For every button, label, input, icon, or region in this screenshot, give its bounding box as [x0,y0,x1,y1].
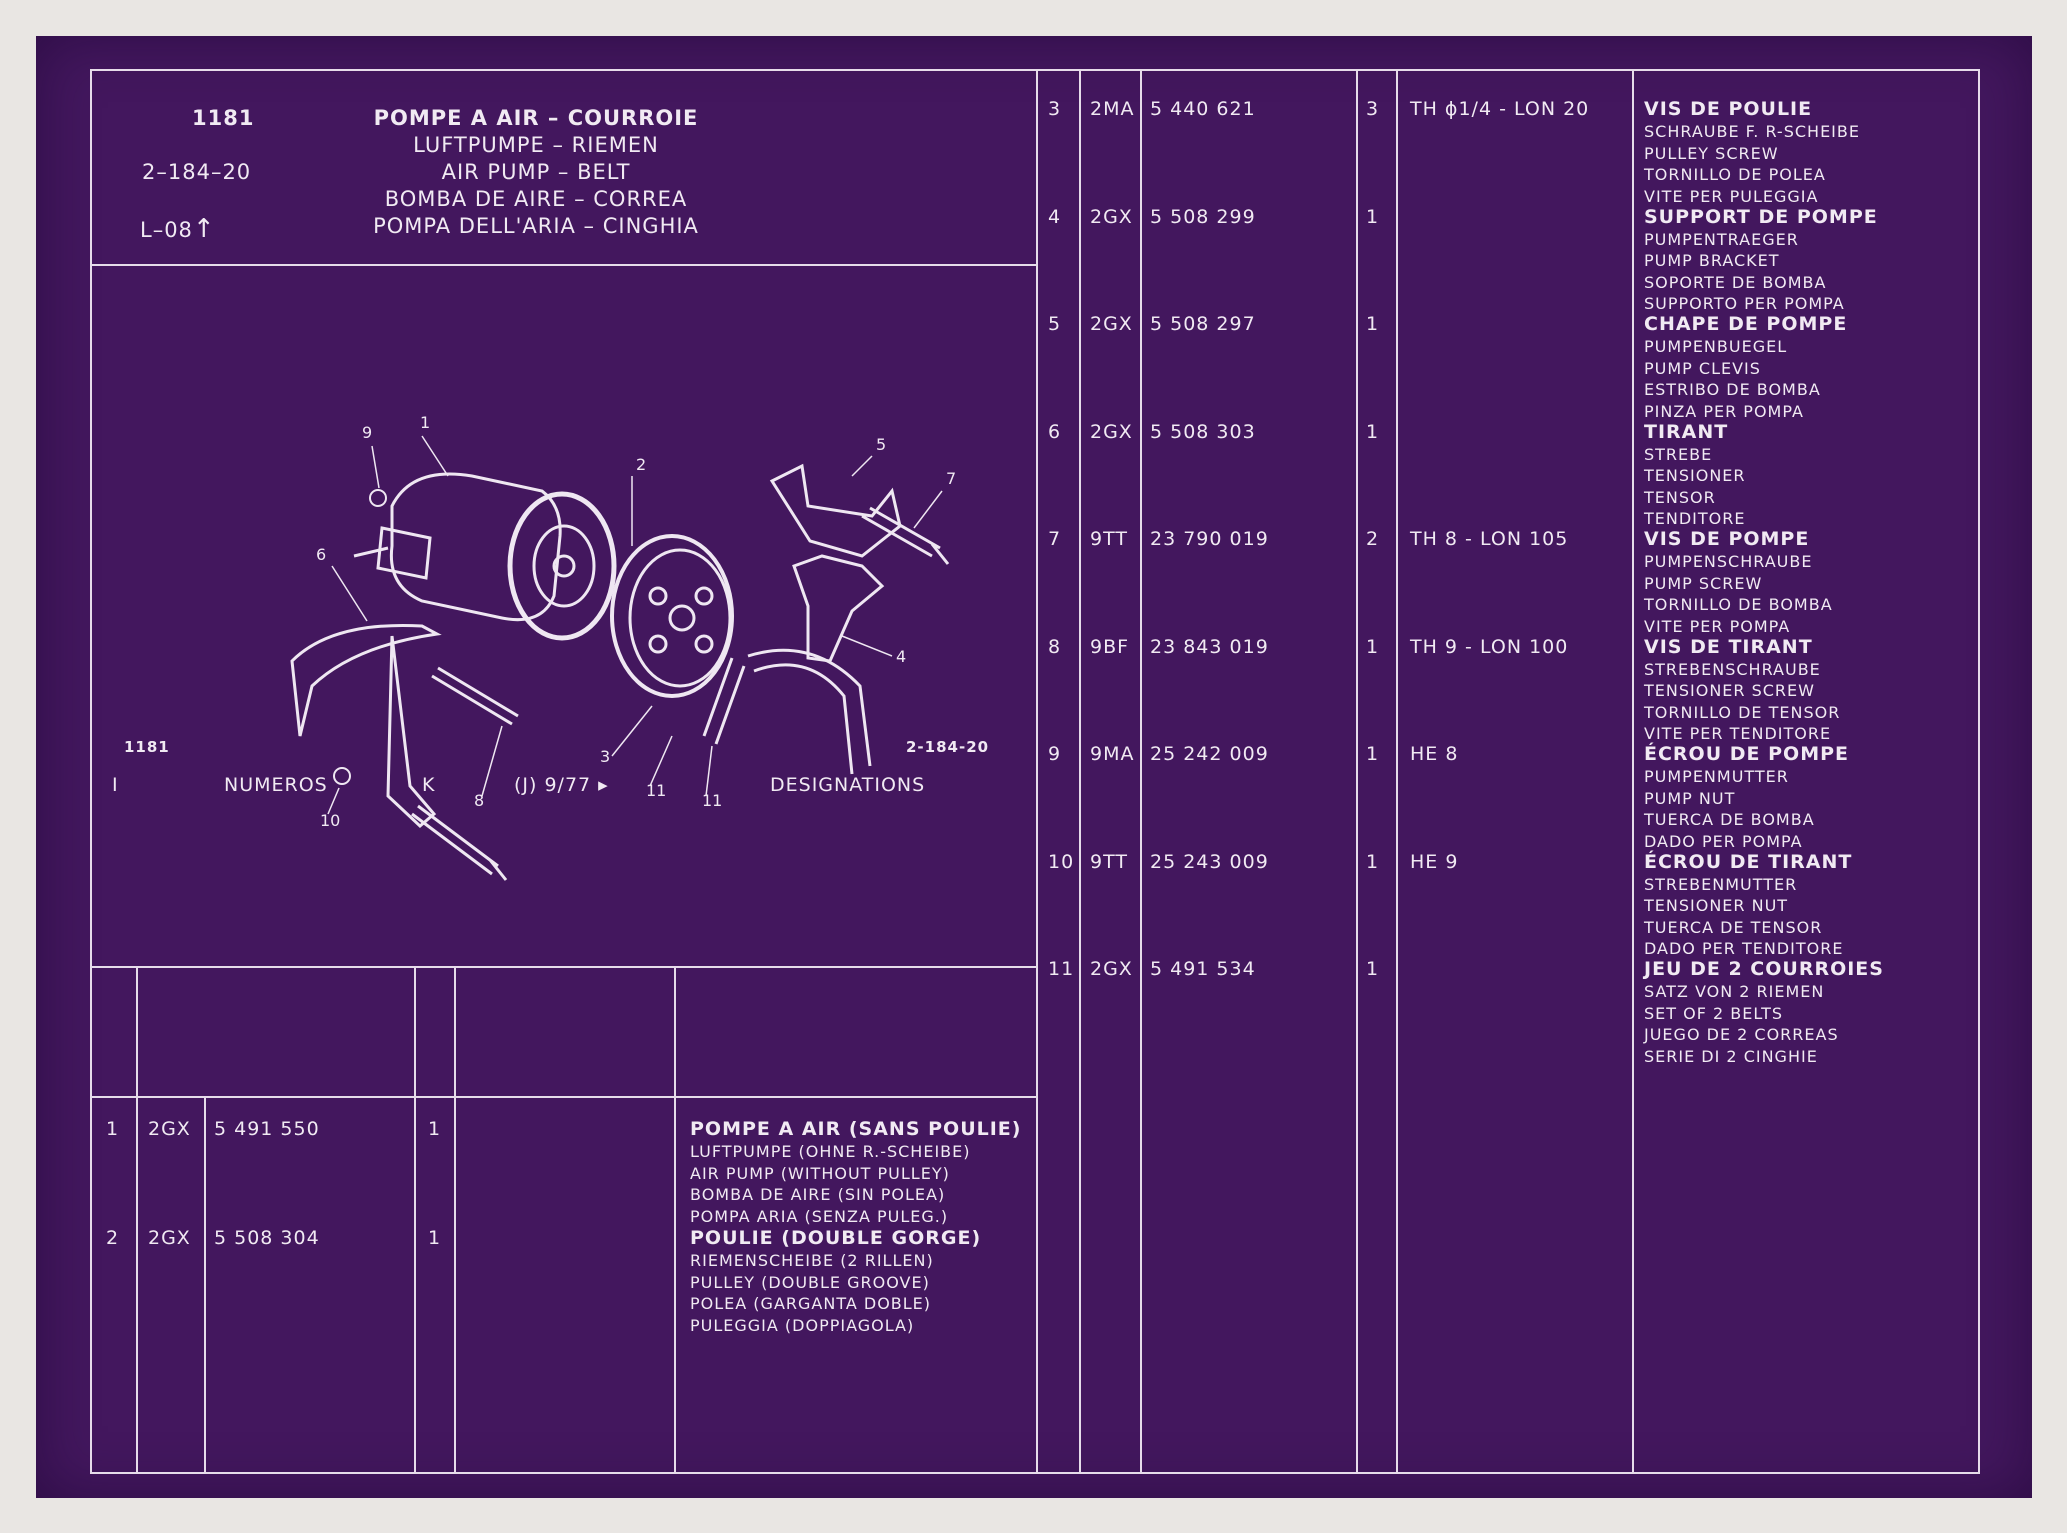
nut-10-part [334,768,350,784]
row-prefix: 9MA [1090,743,1135,765]
header-level [140,214,216,244]
row-part-number: 23 843 019 [1150,635,1269,658]
row-designation-line: STREBENMUTTER [1644,874,1798,894]
row-designation-line: TENSOR [1644,487,1716,507]
header-code: 2–184–20 [142,160,252,184]
col-header-designations: DESIGNATIONS [770,774,926,796]
row-prefix: 9BF [1090,635,1130,658]
row-designation-line: SATZ VON 2 RIEMEN [1644,982,1825,1001]
row-designation-line: POLEA (GARGANTA DOBLE) [690,1294,932,1313]
bolt-8-part [412,806,506,880]
left-prefix-line [204,1096,206,1474]
row-designation-line: DADO PER POMPA [1644,831,1803,851]
row-spec: TH 8 - LON 105 [1410,528,1569,550]
row-designation-line: TORNILLO DE TENSOR [1644,702,1841,722]
row-designation-line: TORNILLO DE BOMBA [1644,595,1833,614]
callout-label: 6 [316,545,327,564]
screw-part [432,668,518,724]
row-part-number: 23 790 019 [1150,528,1269,550]
row-prefix: 2GX [1090,420,1133,443]
row-prefix: 9TT [1090,850,1128,873]
row-quantity: 1 [1366,958,1380,980]
air-pump-part [354,474,614,638]
row-part-number: 5 508 303 [1150,420,1256,443]
header-ref: 1181 [192,106,255,130]
header-title-line: BOMBA DE AIRE – CORREA [384,187,688,211]
right-col-line [1356,69,1358,1474]
row-spec: TH 9 - LON 100 [1410,635,1569,658]
header-title-line: POMPE A AIR – COURROIE [373,106,699,130]
callout-label: 9 [362,423,373,442]
row-designation-line: ESTRIBO DE BOMBA [1644,380,1821,399]
row-designation-line: DADO PER TENDITORE [1644,939,1844,958]
row-designation-title: VIS DE TIRANT [1644,635,1813,658]
row-designation-title: POULIE (DOUBLE GORGE) [690,1227,982,1249]
row-prefix: 2MA [1090,98,1135,120]
row-designation-line: POMPA ARIA (SENZA PULEG.) [690,1206,949,1226]
row-designation-line: SET OF 2 BELTS [1644,1003,1783,1023]
right-col-line [1079,69,1081,1474]
col-header-k: K [422,774,436,796]
row-part-number: 5 508 304 [214,1227,320,1249]
row-prefix: 2GX [148,1227,191,1249]
row-designation-line: STREBENSCHRAUBE [1644,659,1821,679]
callout-label: 2 [636,455,647,474]
row-designation-line: PUMP BRACKET [1644,251,1780,270]
row-designation-line: PUMPENBUEGEL [1644,337,1788,356]
exploded-drawing [92,266,1052,966]
row-designation-line: PUMP NUT [1644,788,1736,808]
row-quantity: 2 [1366,528,1380,550]
row-prefix: 2GX [1090,205,1133,228]
header-title-line: AIR PUMP – BELT [441,160,631,184]
row-designation-line: AIR PUMP (WITHOUT PULLEY) [690,1163,950,1183]
callout-label: 1 [420,413,431,432]
left-col-line [454,966,456,1474]
row-designation-line: SCHRAUBE F. R-SCHEIBE [1644,122,1860,141]
header-title-line: POMPA DELL'ARIA – CINGHIA [373,214,699,238]
row-quantity: 1 [1366,205,1380,228]
row-part-number: 25 243 009 [1150,850,1269,873]
row-designation-line: BOMBA DE AIRE (SIN POLEA) [690,1185,946,1204]
row-designation-line: LUFTPUMPE (OHNE R.-SCHEIBE) [690,1142,971,1161]
right-col-line [1632,69,1634,1474]
right-col-line [1396,69,1398,1474]
row-part-number: 5 508 299 [1150,205,1256,228]
callout-label: 4 [896,647,907,666]
row-index: 11 [1048,958,1075,980]
drawing-parts [292,466,948,880]
row-designation-title: CHAPE DE POMPE [1644,313,1848,335]
air-pump-assembly-drawing [92,266,1052,966]
row-designation-line: RIEMENSCHEIBE (2 RILLEN) [690,1251,934,1270]
row-part-number: 5 491 534 [1150,958,1256,980]
row-quantity: 1 [428,1118,442,1140]
row-index: 3 [1048,98,1062,120]
row-designation-title: TIRANT [1644,420,1729,443]
row-designation-line: VITE PER TENDITORE [1644,724,1832,743]
row-index: 6 [1048,420,1062,443]
row-designation-line: TORNILLO DE POLEA [1644,165,1826,184]
callout-label: 7 [946,469,957,488]
row-part-number: 5 508 297 [1150,313,1256,335]
bolt-7-part [862,508,948,564]
header-level-text: L–08 [140,218,193,242]
row-index: 4 [1048,205,1062,228]
row-spec: HE 8 [1410,743,1459,765]
bracket-part [794,556,882,661]
row-designation-title: ÉCROU DE POMPE [1644,743,1850,765]
row-part-number: 5 440 621 [1150,98,1256,120]
header-title-line: LUFTPUMPE – RIEMEN [413,133,659,157]
row-designation-line: SUPPORTO PER POMPA [1644,294,1845,313]
pulley-part [612,536,732,696]
row-designation-line: PULLEY (DOUBLE GROOVE) [690,1272,930,1292]
row-designation-line: TUERCA DE TENSOR [1644,917,1823,937]
row-prefix: 9TT [1090,528,1128,550]
row-designation-line: VITE PER PULEGGIA [1644,186,1819,206]
left-col-line [674,966,676,1474]
row-index: 9 [1048,743,1062,765]
row-designation-line: TENSIONER SCREW [1644,681,1815,700]
row-index: 2 [106,1227,120,1249]
callout-labels [316,413,956,830]
row-quantity: 3 [1366,98,1380,120]
col-header-j: (J) 9/77 ▸ [514,774,609,796]
row-part-number: 25 242 009 [1150,743,1269,765]
row-quantity: 1 [428,1227,442,1249]
row-designation-line: TUERCA DE BOMBA [1644,810,1815,829]
callout-label: 10 [320,811,341,830]
row-quantity: 1 [1366,635,1380,658]
row-designation-line: PINZA PER POMPA [1644,401,1804,421]
row-prefix: 2GX [148,1118,191,1140]
belt-part [704,650,870,774]
col-header-numeros: NUMEROS [224,774,328,796]
up-arrow-icon: ↑ [192,214,216,244]
row-designation-line: VITE PER POMPA [1644,616,1791,636]
col-header-i: I [112,774,119,796]
row-designation-line: PUMPENTRAEGER [1644,229,1799,249]
row-designation-title: VIS DE POMPE [1644,528,1810,550]
divider-table-header [90,1096,1036,1098]
row-designation-line: PULEGGIA (DOPPIAGOLA) [690,1315,915,1335]
row-designation-line: PUMP SCREW [1644,573,1763,593]
parts-sheet [36,36,2032,1498]
row-spec: HE 9 [1410,850,1459,873]
row-designation-title: ÉCROU DE TIRANT [1644,850,1853,873]
row-designation-line: SOPORTE DE BOMBA [1644,272,1827,292]
row-designation-line: TENSIONER [1644,466,1746,485]
row-quantity: 1 [1366,420,1380,443]
row-designation-line: PUMP CLEVIS [1644,358,1761,378]
nut-9-part [370,490,386,506]
divider-drawing [90,966,1036,968]
left-col-line [414,966,416,1474]
row-quantity: 1 [1366,850,1380,873]
drawing-ref-left: 1181 [124,738,170,756]
clevis-part [772,466,900,556]
row-designation-line: PUMPENMUTTER [1644,767,1789,786]
drawing-ref-right: 2-184-20 [906,738,990,756]
left-col-line [136,966,138,1474]
row-quantity: 1 [1366,743,1380,765]
callout-label: 3 [600,747,611,766]
row-designation-line: TENSIONER NUT [1644,896,1789,915]
row-prefix: 2GX [1090,958,1133,980]
row-spec: TH ϕ1/4 - LON 20 [1410,98,1590,120]
row-designation-title: JEU DE 2 COURROIES [1644,958,1884,980]
row-index: 7 [1048,528,1062,550]
row-designation-title: VIS DE POULIE [1644,98,1813,120]
callout-label: 11 [702,791,723,810]
row-designation-line: PUMPENSCHRAUBE [1644,552,1813,571]
row-prefix: 2GX [1090,313,1133,335]
row-designation-line: JUEGO DE 2 CORREAS [1644,1025,1839,1044]
row-designation-line: SERIE DI 2 CINGHIE [1644,1046,1818,1066]
row-designation-line: STREBE [1644,444,1713,464]
row-index: 5 [1048,313,1062,335]
callout-label: 11 [646,781,667,800]
row-quantity: 1 [1366,313,1380,335]
row-designation-line: PULLEY SCREW [1644,143,1779,163]
row-part-number: 5 491 550 [214,1118,320,1140]
row-index: 8 [1048,635,1062,658]
callout-label: 8 [474,791,485,810]
row-index: 1 [106,1118,120,1140]
row-designation-title: SUPPORT DE POMPE [1644,205,1878,228]
right-col-line [1140,69,1142,1474]
callout-label: 5 [876,435,887,454]
row-designation-line: TENDITORE [1644,509,1746,528]
row-designation-title: POMPE A AIR (SANS POULIE) [690,1118,1022,1140]
row-index: 10 [1048,850,1075,873]
